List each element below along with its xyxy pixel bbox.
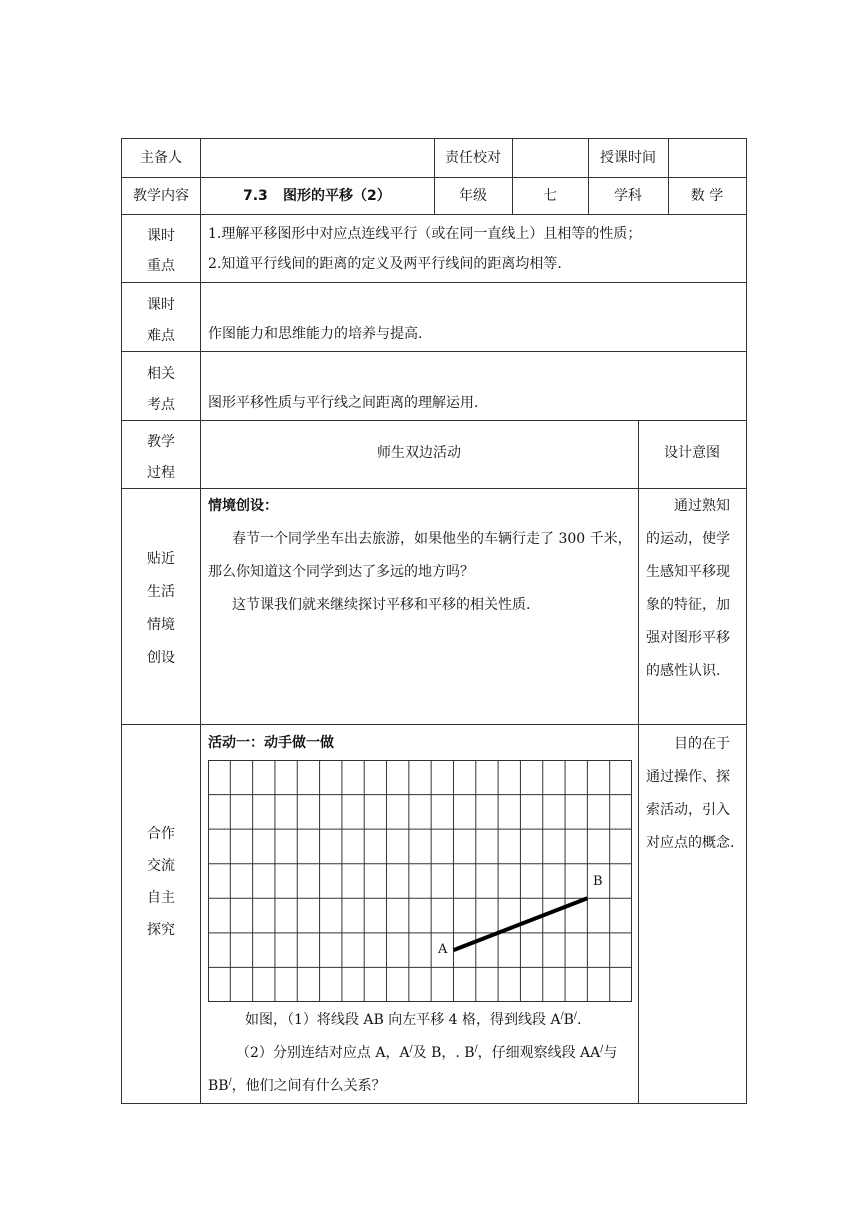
question-1-mid: B — [563, 1012, 574, 1028]
question-2-part-d: 与 — [603, 1045, 618, 1061]
section-1-paragraph-2: 这节课我们就来继续探讨平移和平移的相关性质. — [232, 597, 531, 613]
section-1-heading: 情境创设： — [208, 498, 278, 514]
point-a-label: A — [438, 942, 448, 957]
point-b-label: B — [593, 874, 603, 889]
exam-points-label-2: 考点 — [147, 397, 175, 413]
question-2-line-2 — [208, 1076, 386, 1096]
focus-label-2: 重点 — [147, 258, 175, 274]
section-1-label-2: 生活 — [147, 584, 175, 600]
section-1-label-1: 贴近 — [147, 551, 175, 567]
content-label: 教学内容 — [133, 188, 189, 204]
activity-column-header: 师生双边活动 — [377, 445, 461, 461]
process-label — [121, 427, 201, 489]
focus-line-1: 1.理解平移图形中对应点连线平行（或在同一直线上）且相等的性质； — [208, 226, 642, 242]
proofread-label: 责任校对 — [445, 150, 501, 166]
section-1-intent: 通过熟知的运动，使学生感知平移现象的特征，加强对图形平移的感性认识. — [646, 498, 730, 679]
focus-label-1: 课时 — [147, 228, 175, 244]
question-2-line-1 — [236, 1043, 617, 1063]
question-1 — [245, 1010, 581, 1030]
section-2-label-1: 合作 — [147, 826, 175, 842]
question-2-part-f: ，他们之间有什么关系？ — [231, 1078, 386, 1094]
content-title: 图形的平移（2） — [283, 188, 391, 204]
section-2-label — [121, 818, 201, 946]
question-1-end: . — [576, 1012, 582, 1028]
prime-mark: / — [573, 1011, 577, 1022]
exam-points-label — [121, 359, 201, 421]
prime-mark: / — [474, 1044, 478, 1055]
process-label-2: 过程 — [147, 465, 175, 481]
focus-label — [121, 221, 201, 281]
section-1-paragraph-1: 春节一个同学坐车出去旅游，如果他坐的车辆行走了 300 千米，那么你知道这个同学到达了多远的地方吗？ — [208, 531, 632, 580]
question-2-part-a: （2）分别连结对应点 A，A — [236, 1045, 410, 1061]
lecture-time-label: 授课时间 — [600, 150, 656, 166]
question-2-part-c: ，仔细观察线段 AA — [477, 1045, 601, 1061]
prime-mark: / — [560, 1011, 564, 1022]
preparer-label: 主备人 — [140, 150, 182, 166]
difficulty-label-2: 难点 — [147, 328, 175, 344]
focus-line-2: 2.知道平行线间的距离的定义及两平行线间的距离均相等. — [208, 256, 562, 272]
section-2-label-2: 交流 — [147, 858, 175, 874]
subject-label: 学科 — [614, 188, 642, 204]
difficulty-text: 作图能力和思维能力的培养与提高. — [208, 326, 423, 342]
prime-mark: / — [228, 1077, 232, 1088]
content-number: 7.3 — [243, 188, 268, 204]
section-1-label-3: 情境 — [147, 617, 175, 633]
section-1-label-4: 创设 — [147, 650, 175, 666]
process-label-1: 教学 — [147, 434, 175, 450]
question-2-part-e: BB — [208, 1078, 229, 1094]
difficulty-label — [121, 290, 201, 352]
question-2-part-b: 及 B，. B — [412, 1045, 475, 1061]
intent-column-header: 设计意图 — [664, 445, 720, 461]
difficulty-label-1: 课时 — [147, 297, 175, 313]
section-2-heading: 活动一：动手做一做 — [208, 735, 334, 751]
section-2-label-3: 自主 — [147, 890, 175, 906]
translation-grid-figure — [208, 760, 632, 1002]
exam-points-label-1: 相关 — [147, 366, 175, 382]
prime-mark: / — [600, 1044, 604, 1055]
question-1-prefix: 如图，（1）将线段 AB 向左平移 4 格，得到线段 A — [245, 1012, 561, 1028]
grid-svg — [208, 760, 632, 1002]
grade-value: 七 — [543, 188, 557, 204]
section-2-intent: 目的在于通过操作、探索活动，引入对应点的概念. — [646, 736, 735, 851]
grade-label: 年级 — [459, 188, 487, 204]
exam-points-text: 图形平移性质与平行线之间距离的理解运用. — [208, 395, 479, 411]
prime-mark: / — [409, 1044, 413, 1055]
subject-value: 数 学 — [690, 188, 724, 204]
section-1-label — [121, 543, 201, 675]
section-2-label-4: 探究 — [147, 922, 175, 938]
